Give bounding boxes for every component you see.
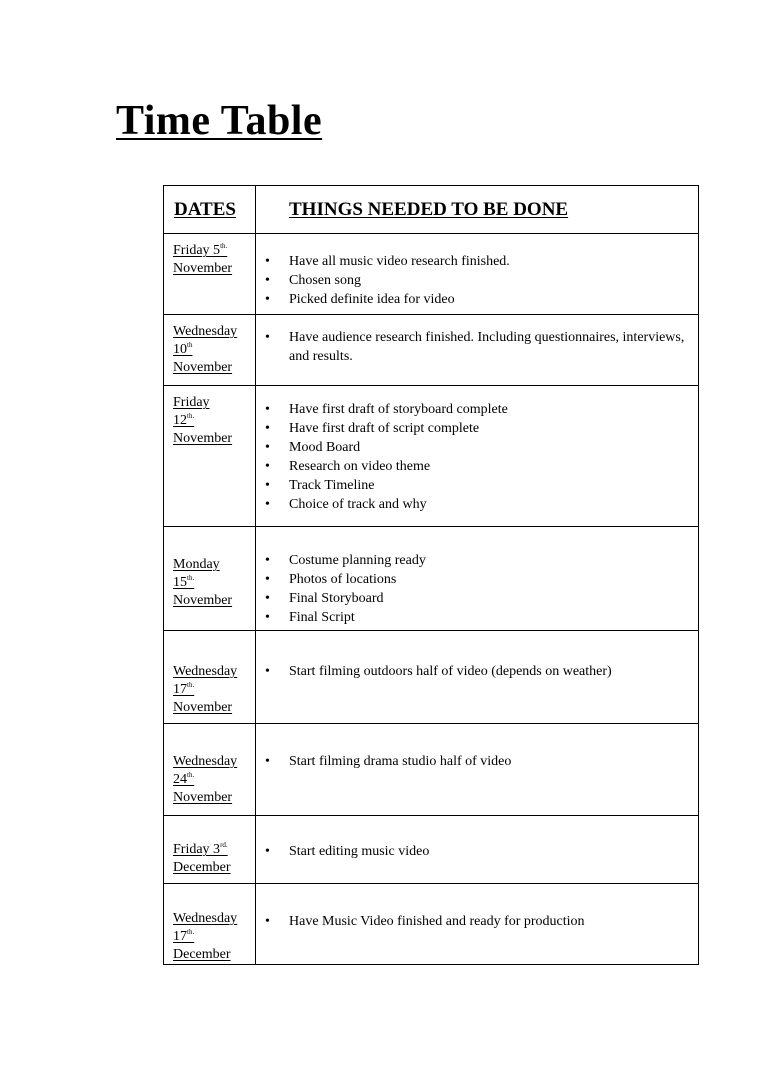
date-suffix: th. [187,574,195,582]
header-row [164,186,699,234]
list-item: • Photos of locations [289,570,690,589]
tasks-cell [256,315,699,386]
date-month: December [173,860,231,875]
date-day: Friday $5^{th.}$ [173,242,228,258]
date-suffix: th. [187,928,195,936]
page-title: Time Table [116,98,323,144]
date-weekday: Wednesday [173,664,238,679]
tasks-cell [256,386,699,527]
date-weekday: Wednesday [173,754,238,769]
date-cell [164,527,256,631]
list-item: • Have Music Video finished and ready for production [289,912,690,931]
date-month: November [173,261,233,276]
tasks-cell [256,884,699,965]
list-item: • Final Storyboard [289,589,690,608]
list-item: • Research on video theme [289,457,690,476]
date-suffix: rd. [220,841,228,849]
list-item: • Chosen song [289,271,690,290]
date-month: December [173,947,231,962]
list-item: • Have all music video research finished. [289,252,690,271]
list-item: • Final Script [289,608,690,627]
table-row [164,724,699,816]
tasks-cell [256,631,699,724]
list-item: • Choice of track and why [289,495,690,514]
table-row [164,234,699,315]
date-weekday: Wednesday [173,324,238,339]
date-cell [164,386,256,527]
date-cell [164,816,256,884]
date-suffix: th. [187,412,195,420]
date-suffix: th [187,341,193,349]
date-suffix: th. [187,681,195,689]
date-day: 10th [173,341,193,357]
date-month: November [173,431,233,446]
table-row [164,315,699,386]
timetable [163,185,699,965]
date-weekday: Monday [173,557,220,572]
table-row [164,816,699,884]
date-weekday: Friday [173,395,210,410]
date-suffix: th. [187,771,195,779]
tasks-header: THINGS NEEDED TO BE DONE [256,186,699,234]
table-row [164,386,699,527]
date-day: $12^{th.}$ [173,412,195,428]
date-day: $17^{th.}$ [173,681,195,697]
list-item: • Start editing music video [289,842,690,861]
date-cell [164,724,256,816]
date-cell [164,315,256,386]
date-month: November [173,790,233,805]
date-month: November [173,700,233,715]
table-row [164,527,699,631]
list-item: • Track Timeline [289,476,690,495]
date-cell [164,884,256,965]
date-cell [164,234,256,315]
tasks-cell [256,234,699,315]
date-month: November [173,593,233,608]
list-item: • Have audience research finished. Including questionnaires, interviews, and results. [289,328,690,366]
list-item: • Have first draft of storyboard complete [289,400,690,419]
list-item: • Costume planning ready [289,551,690,570]
list-item: • Start filming drama studio half of video [289,752,690,771]
list-item: • Have first draft of script complete [289,419,690,438]
tasks-cell [256,724,699,816]
date-day: $24^{th.}$ [173,771,195,787]
date-suffix: th. [220,242,228,250]
date-cell [164,631,256,724]
tasks-cell [256,527,699,631]
date-weekday: Wednesday [173,911,238,926]
table-row [164,884,699,965]
date-day: $15^{th.}$ [173,574,195,590]
date-day: $17^{th.}$ [173,928,195,944]
list-item: • Picked definite idea for video [289,290,690,309]
dates-header: DATES [164,186,256,234]
tasks-cell [256,816,699,884]
table-row [164,631,699,724]
date-day: Friday $3^{rd.}$ [173,841,228,857]
list-item: • Mood Board [289,438,690,457]
date-month: November [173,360,233,375]
list-item: • Start filming outdoors half of video (depends on weather) [289,662,690,681]
